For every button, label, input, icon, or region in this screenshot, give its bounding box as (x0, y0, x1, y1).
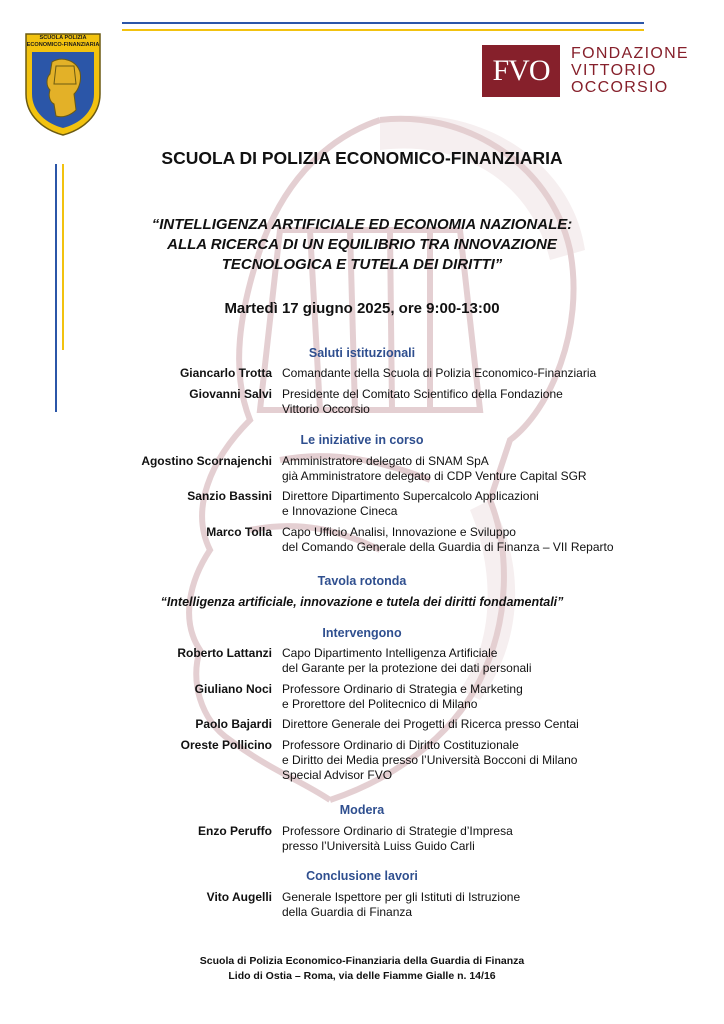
speaker-role (282, 454, 644, 484)
fvo-logo-wordmark (571, 45, 689, 96)
speaker-role-line: e Innovazione Cineca (282, 504, 398, 518)
section-saluti: Saluti istituzionali (308, 346, 416, 360)
event-date: Martedì 17 giugno 2025, ore 9:00-13:00 (224, 300, 500, 317)
speaker-role-line: Professore Ordinario di Diritto Costituzionale (282, 738, 519, 752)
speaker-role (282, 525, 644, 555)
crest-caption-line1: SCUOLA POLIZIA (39, 35, 87, 41)
section-modera: Modera (339, 803, 385, 817)
fvo-wordmark-line1: FONDAZIONE (571, 45, 689, 62)
speaker-role-line: Presidente del Comitato Scientifico della Fondazione (282, 387, 563, 401)
section-conclusione: Conclusione lavori (306, 869, 418, 883)
section-iniziative: Le iniziative in corso (300, 433, 424, 447)
speaker-name: Giuliano Noci (194, 682, 272, 696)
top-rule-blue (122, 22, 644, 24)
roundtable-title: “Intelligenza artificiale, innovazione e tutela dei diritti fondamentali” (160, 595, 564, 609)
speaker-role-line: Capo Dipartimento Intelligenza Artificiale (282, 646, 498, 660)
speaker-role-line: Vittorio Occorsio (282, 402, 370, 416)
fvo-wordmark-line3: OCCORSIO (571, 79, 669, 96)
speaker-role-line: Capo Ufficio Analisi, Innovazione e Sviluppo (282, 525, 516, 539)
speaker-name: Giancarlo Trotta (179, 366, 272, 380)
speaker-role (282, 489, 644, 519)
footer-line1: Scuola di Polizia Economico-Finanziaria della Guardia di Finanza (199, 955, 525, 967)
crest-caption (24, 35, 102, 49)
speaker-name: Enzo Peruffo (198, 824, 272, 838)
speaker-role (282, 682, 644, 712)
speaker-name: Roberto Lattanzi (177, 646, 272, 660)
fvo-logo-mark (482, 45, 560, 97)
speaker-role-line: del Comando Generale della Guardia di Finanza – VII Reparto (282, 540, 614, 554)
speaker-name: Giovanni Salvi (189, 387, 272, 401)
speaker-role-line: e Diritto dei Media presso l’Università Bocconi di Milano (282, 753, 578, 767)
speaker-role (282, 717, 644, 732)
speaker-role-line: Special Advisor FVO (282, 768, 393, 782)
speaker-name: Marco Tolla (206, 525, 272, 539)
speaker-role-line: del Garante per la protezione dei dati personali (282, 661, 532, 675)
speaker-role-line: presso l’Università Luiss Guido Carli (282, 839, 475, 853)
top-rule-yellow (122, 29, 644, 31)
speaker-role (282, 646, 644, 676)
speaker-role-line: Generale Ispettore per gli Istituti di Istruzione (282, 890, 521, 904)
speaker-role-line: già Amministratore delegato di CDP Venture Capital SGR (282, 469, 587, 483)
footer-line2: Lido di Ostia – Roma, via delle Fiamme Gialle n. 14/16 (228, 970, 496, 982)
speaker-name: Agostino Scornajenchi (141, 454, 272, 468)
speaker-name: Paolo Bajardi (195, 717, 272, 731)
speaker-name: Oreste Pollicino (180, 738, 272, 752)
section-tavola: Tavola rotonda (317, 574, 407, 588)
speaker-role (282, 366, 644, 381)
section-intervengono: Intervengono (322, 626, 402, 640)
page-title: SCUOLA DI POLIZIA ECONOMICO-FINANZIARIA (161, 148, 563, 168)
speaker-name: Vito Augelli (206, 890, 272, 904)
subtitle-line1: “INTELLIGENZA ARTIFICIALE ED ECONOMIA NAZIONALE: (151, 216, 573, 233)
speaker-role-line: Professore Ordinario di Strategia e Marketing (282, 682, 523, 696)
speaker-role (282, 824, 644, 854)
subtitle-line3: TECNOLOGICA E TUTELA DEI DIRITTI” (221, 256, 503, 273)
speaker-role (282, 387, 644, 417)
speaker-role-line: Amministratore delegato di SNAM SpA (282, 454, 489, 468)
event-subtitle (0, 215, 724, 275)
footer-address (0, 954, 724, 984)
speaker-role-line: Comandante della Scuola di Polizia Economico-Finanziaria (282, 366, 597, 380)
fvo-wordmark-line2: VITTORIO (571, 62, 657, 79)
speaker-role-line: Direttore Generale dei Progetti di Ricerca presso Centai (282, 717, 579, 731)
crest-caption-line2: ECONOMICO-FINANZIARIA (26, 42, 100, 48)
speaker-role-line: Professore Ordinario di Strategie d’Impresa (282, 824, 513, 838)
speaker-role-line: Direttore Dipartimento Supercalcolo Applicazioni (282, 489, 539, 503)
side-rule-blue (55, 164, 57, 412)
speaker-role-line: e Prorettore del Politecnico di Milano (282, 697, 478, 711)
speaker-role (282, 890, 644, 920)
speaker-name: Sanzio Bassini (187, 489, 272, 503)
fvo-logo-mark-text: FVO (492, 54, 550, 87)
speaker-role-line: della Guardia di Finanza (282, 905, 413, 919)
subtitle-line2: ALLA RICERCA DI UN EQUILIBRIO TRA INNOVAZIONE (167, 236, 557, 253)
speaker-role (282, 738, 644, 783)
